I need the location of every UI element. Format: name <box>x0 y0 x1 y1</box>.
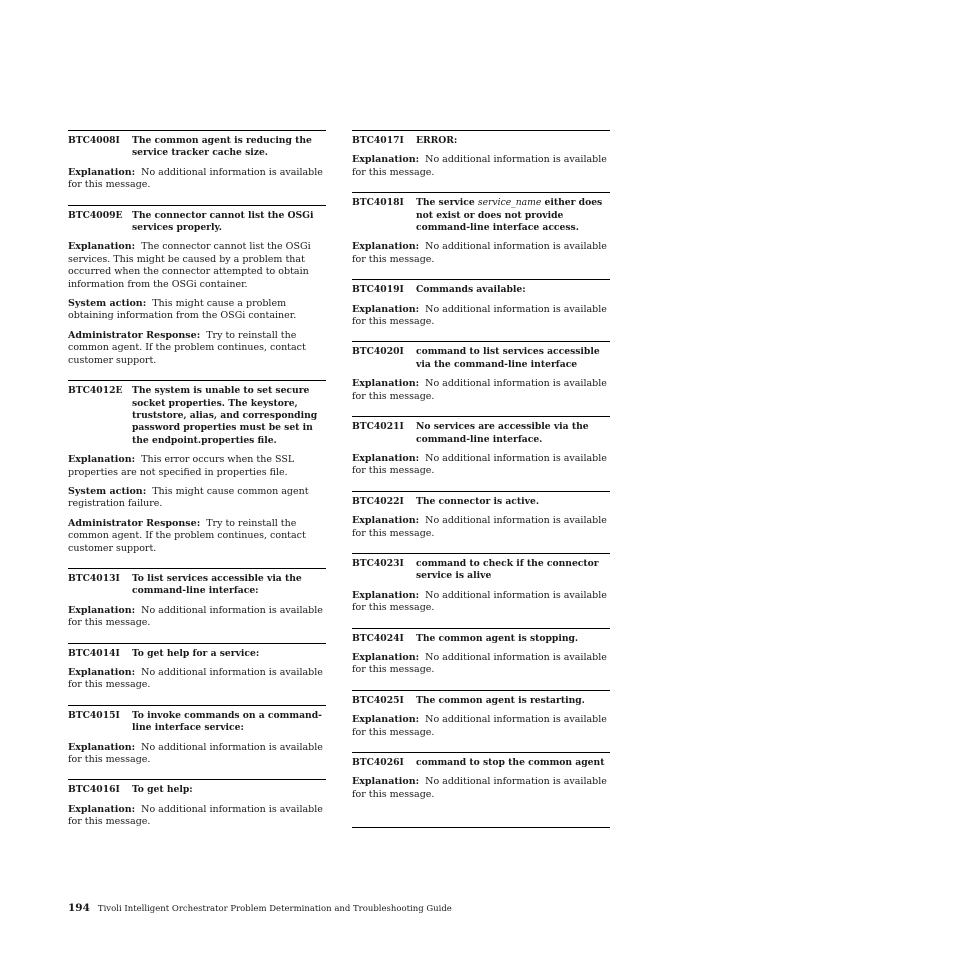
title-prefix: The service <box>416 197 478 209</box>
message-entry <box>352 130 610 179</box>
message-title: To get help for a service: <box>132 647 260 659</box>
message-title: To list services accessible via the command-line interface: <box>132 572 302 597</box>
system-action-text: This might cause a problem obtaining information from the OSGi container. <box>68 298 297 322</box>
message-entry <box>68 130 326 192</box>
message-code: BTC4009E <box>68 209 123 221</box>
explanation-paragraph <box>352 241 610 266</box>
explanation-text: No additional information is available for this message. <box>68 741 323 766</box>
message-header <box>352 284 610 296</box>
message-title: Commands available: <box>416 284 526 296</box>
message-code: BTC4024I <box>352 632 404 644</box>
message-header <box>68 784 326 796</box>
explanation-text: The connector cannot list the OSGi services. This might be caused by a problem that occurred when the connector attempted to obtain information from the OSGi container. <box>68 241 311 290</box>
explanation-paragraph <box>68 605 326 630</box>
explanation-label: Explanation: <box>68 803 136 815</box>
explanation-text: No additional information is available for this message. <box>352 241 607 265</box>
explanation-paragraph <box>68 241 326 291</box>
explanation-paragraph <box>352 590 610 615</box>
message-entry <box>352 752 610 801</box>
explanation-text: No additional information is available for this message. <box>352 452 607 477</box>
explanation-text: No additional information is available for this message. <box>352 378 607 402</box>
admin-response-paragraph <box>68 330 326 367</box>
page-footer <box>68 902 452 915</box>
right-column <box>352 130 610 828</box>
explanation-text: This error occurs when the SSL properties are not specified in properties file. <box>68 454 295 478</box>
message-entry <box>352 341 610 403</box>
explanation-paragraph <box>352 453 610 478</box>
column-end-rule <box>352 827 610 828</box>
explanation-label: Explanation: <box>68 604 136 616</box>
explanation-paragraph <box>68 742 326 767</box>
message-code: BTC4023I <box>352 557 404 569</box>
message-title: No services are accessible via the command-line interface. <box>416 421 589 445</box>
message-header <box>352 135 610 147</box>
explanation-paragraph <box>68 804 326 829</box>
explanation-label: Explanation: <box>352 378 420 390</box>
explanation-label: Explanation: <box>68 241 136 253</box>
explanation-label: Explanation: <box>352 241 420 253</box>
explanation-text: No additional information is available for this message. <box>68 667 323 691</box>
message-title: The common agent is reducing the service tracker cache size. <box>132 135 312 159</box>
message-header <box>352 346 610 371</box>
system-action-label: System action: <box>68 485 147 497</box>
explanation-label: Explanation: <box>352 303 420 315</box>
admin-response-paragraph <box>68 518 326 555</box>
message-title: To get help: <box>132 784 193 796</box>
message-code: BTC4013I <box>68 572 120 584</box>
message-header <box>352 197 610 234</box>
message-header <box>352 695 610 707</box>
message-entry <box>352 416 610 478</box>
message-title: ERROR: <box>416 135 458 146</box>
message-entry <box>68 380 326 555</box>
explanation-text: No additional information is available for this message. <box>352 776 607 800</box>
book-title: Tivoli Intelligent Orchestrator Problem Determination and Troubleshooting Guide <box>97 904 452 914</box>
message-code: BTC4020I <box>352 346 404 358</box>
message-code: BTC4018I <box>352 197 404 209</box>
message-entry <box>352 690 610 739</box>
message-header <box>68 648 326 660</box>
message-header <box>68 573 326 598</box>
system-action-label: System action: <box>68 298 147 310</box>
message-header <box>352 757 610 769</box>
message-entry <box>352 192 610 266</box>
explanation-label: Explanation: <box>352 714 420 726</box>
admin-response-label: Administrator Response: <box>68 517 201 529</box>
message-code: BTC4019I <box>352 284 404 296</box>
explanation-label: Explanation: <box>352 154 420 166</box>
admin-response-text: Try to reinstall the common agent. If the problem continues, contact customer support. <box>68 329 306 366</box>
explanation-label: Explanation: <box>68 741 136 753</box>
message-title: command to check if the connector service is alive <box>416 557 599 582</box>
explanation-paragraph <box>68 454 326 479</box>
message-title: The common agent is stopping. <box>416 632 579 644</box>
message-title: To invoke commands on a command-line interface service: <box>132 709 322 734</box>
message-code: BTC4026I <box>352 757 404 768</box>
explanation-text: No additional information is available for this message. <box>352 651 607 676</box>
message-code: BTC4015I <box>68 709 120 721</box>
explanation-paragraph <box>352 776 610 801</box>
message-code: BTC4025I <box>352 694 404 706</box>
message-entry <box>352 279 610 328</box>
message-title <box>416 197 610 234</box>
system-action-text: This might cause common agent registration failure. <box>68 485 309 510</box>
message-title: The connector cannot list the OSGi services properly. <box>132 209 314 234</box>
message-title: The system is unable to set secure socket properties. The keystore, truststore, alias, and corresponding password properties must be set in the endpoint.properties file. <box>132 385 318 446</box>
title-variable: service_name <box>477 197 542 209</box>
page-number: 194 <box>68 902 90 914</box>
explanation-text: No additional information is available for this message. <box>352 714 607 738</box>
message-header <box>352 421 610 446</box>
message-entry <box>68 779 326 828</box>
explanation-label: Explanation: <box>352 452 420 464</box>
message-entry <box>68 643 326 692</box>
explanation-paragraph <box>352 714 610 739</box>
message-header <box>68 385 326 447</box>
explanation-paragraph <box>352 652 610 677</box>
message-title: command to list services accessible via the command-line interface <box>416 346 600 370</box>
explanation-paragraph <box>352 154 610 179</box>
explanation-paragraph <box>68 167 326 192</box>
explanation-text: No additional information is available for this message. <box>68 604 323 629</box>
explanation-text: No additional information is available for this message. <box>352 589 607 614</box>
explanation-text: No additional information is available for this message. <box>352 154 607 178</box>
explanation-label: Explanation: <box>352 515 420 527</box>
message-title: The connector is active. <box>416 495 540 507</box>
message-title: command to stop the common agent <box>416 757 605 768</box>
message-entry <box>68 705 326 767</box>
message-entry <box>352 553 610 615</box>
title-suffix: either does not exist or does not provide command-line interface access. <box>416 197 603 234</box>
message-entry <box>352 628 610 677</box>
message-code: BTC4017I <box>352 135 404 146</box>
message-code: BTC4014I <box>68 647 120 659</box>
admin-response-label: Administrator Response: <box>68 329 201 341</box>
message-code: BTC4022I <box>352 495 404 507</box>
admin-response-text: Try to reinstall the common agent. If the problem continues, contact customer support. <box>68 517 306 554</box>
explanation-text: No additional information is available for this message. <box>352 303 607 328</box>
explanation-text: No additional information is available for this message. <box>352 515 607 539</box>
message-entry <box>352 491 610 540</box>
explanation-text: No additional information is available for this message. <box>68 166 323 191</box>
message-header <box>68 710 326 735</box>
explanation-paragraph <box>352 515 610 540</box>
message-entry <box>68 205 326 367</box>
message-header <box>352 496 610 508</box>
message-header <box>68 210 326 235</box>
explanation-label: Explanation: <box>68 166 136 178</box>
explanation-label: Explanation: <box>68 454 136 466</box>
message-code: BTC4016I <box>68 784 120 796</box>
system-action-paragraph <box>68 486 326 511</box>
message-code: BTC4008I <box>68 135 120 146</box>
explanation-label: Explanation: <box>352 589 420 601</box>
system-action-paragraph <box>68 298 326 323</box>
message-entry <box>68 568 326 630</box>
message-header <box>352 558 610 583</box>
message-header <box>68 135 326 160</box>
explanation-paragraph <box>352 378 610 403</box>
message-code: BTC4021I <box>352 421 404 433</box>
explanation-text: No additional information is available for this message. <box>68 803 323 828</box>
explanation-label: Explanation: <box>352 776 420 788</box>
message-header <box>352 633 610 645</box>
left-column <box>68 130 326 842</box>
message-title: The common agent is restarting. <box>416 694 585 706</box>
explanation-paragraph <box>352 304 610 329</box>
explanation-label: Explanation: <box>68 667 136 678</box>
message-code: BTC4012E <box>68 385 123 397</box>
explanation-paragraph <box>68 667 326 692</box>
explanation-label: Explanation: <box>352 651 420 663</box>
